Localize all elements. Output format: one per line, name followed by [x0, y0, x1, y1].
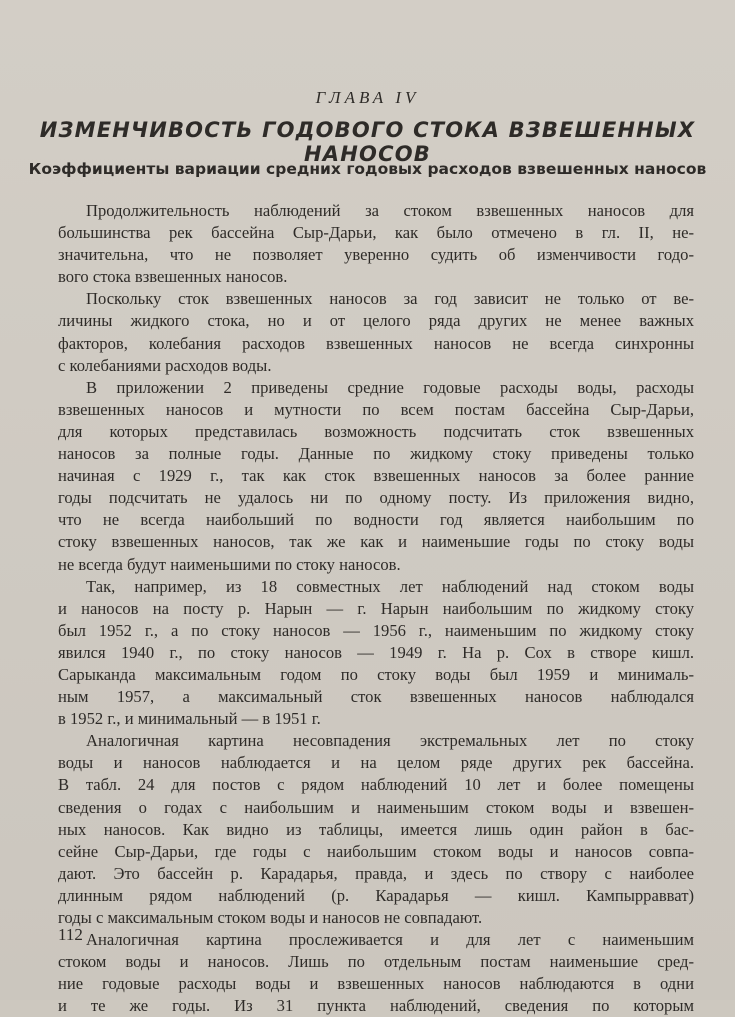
- text-line: с колебаниями расходов воды.: [58, 355, 272, 375]
- chapter-heading: ГЛАВА IV: [315, 88, 420, 107]
- text-line: Так, например, из 18 совместных лет наблюдений над стоком воды: [86, 576, 694, 596]
- text-line: ным 1957, а максимальный сток взвешенных наносов наблюдался: [58, 687, 694, 707]
- text-line: в 1952 г., и минимальный — в 1951 г.: [58, 709, 321, 729]
- section-subtitle: Коэффициенты вариации средних годовых расходов взвешенных наносов: [28, 160, 707, 178]
- text-line: и те же годы. Из 31 пункта наблюдений, сведения по которым: [58, 996, 694, 1016]
- text-line: не всегда будут наименьшими по стоку наносов.: [58, 554, 401, 574]
- text-line: сейне Сыр-Дарьи, где годы с наибольшим стоком воды и наносов совпа-: [58, 841, 694, 861]
- text-line: длинным рядом наблюдений (р. Карадарья — кишл. Кампырравват): [58, 885, 694, 905]
- text-line: ние годовые расходы воды и взвешенных наносов наблюдаются в одни: [58, 974, 694, 994]
- text-line: факторов, колебания расходов взвешенных наносов не всегда синхронны: [58, 333, 694, 353]
- text-line: личины жидкого стока, но и от целого ряда других не менее важных: [58, 311, 694, 331]
- text-line: явился 1940 г., по стоку наносов — 1949 г. На р. Сох в створе кишл.: [58, 642, 694, 662]
- text-line: значительна, что не позволяет уверенно судить об изменчивости годо-: [58, 245, 694, 265]
- chapter-title: ИЗМЕНЧИВОСТЬ ГОДОВОГО СТОКА ВЗВЕШЕННЫХ НАНОСОВ: [39, 118, 696, 166]
- text-line: ных наносов. Как видно из таблицы, имеется лишь один район в бас-: [58, 819, 694, 839]
- text-line: Сарыканда максимальным годом по стоку воды был 1959 и минималь-: [58, 664, 694, 684]
- text-line: воды и наносов наблюдается и на целом ряде других рек бассейна.: [58, 753, 694, 773]
- text-line: для которых представилась возможность подсчитать сток взвешенных: [58, 421, 694, 441]
- text-line: В табл. 24 для постов с рядом наблюдений 10 лет и более помещены: [58, 775, 694, 795]
- text-line: взвешенных наносов и мутности по всем постам бассейна Сыр-Дарьи,: [58, 399, 694, 419]
- text-line: В приложении 2 приведены средние годовые расходы воды, расходы: [86, 377, 694, 397]
- text-line: годы с максимальным стоком воды и наносов не совпадают.: [58, 908, 483, 927]
- text-line: стоку взвешенных наносов, так же как и наименьшие годы по стоку воды: [58, 532, 694, 552]
- text-line: Продолжительность наблюдений за стоком взвешенных наносов для: [86, 201, 694, 220]
- text-line: что не всегда наибольший по водности год является наибольшим по: [58, 510, 694, 530]
- text-line: дают. Это бассейн р. Карадарья, правда, и здесь по створу с наиболее: [58, 863, 694, 883]
- text-line: начиная с 1929 г., так как сток взвешенных наносов за более ранние: [58, 466, 694, 486]
- text-line: Поскольку сток взвешенных наносов за год зависит не только от ве-: [86, 289, 694, 309]
- text-line: сведения о годах с наибольшим и наименьшим стоком воды и взвешен-: [58, 797, 694, 817]
- text-line: стоком воды и наносов. Лишь по отдельным постам наименьшие сред-: [58, 952, 694, 972]
- page-number: 112: [58, 925, 83, 944]
- text-line: годы подсчитать не удалось ни по одному посту. Из приложения видно,: [58, 488, 694, 508]
- text-line: был 1952 г., а по стоку наносов — 1956 г., наименьшим по жидкому стоку: [58, 620, 694, 640]
- body-text: [58, 200, 694, 1017]
- text-line: и наносов на посту р. Нарын — г. Нарын наибольшим по жидкому стоку: [58, 598, 694, 618]
- text-line: большинства рек бассейна Сыр-Дарьи, как было отмечено в гл. II, не-: [58, 223, 694, 243]
- text-line: вого стока взвешенных наносов.: [58, 267, 288, 287]
- text-line: Аналогичная картина несовпадения экстремальных лет по стоку: [86, 731, 694, 751]
- text-line: Аналогичная картина прослеживается и для лет с наименьшим: [86, 930, 694, 950]
- text-line: наносов за полные годы. Данные по жидкому стоку приведены только: [58, 444, 694, 464]
